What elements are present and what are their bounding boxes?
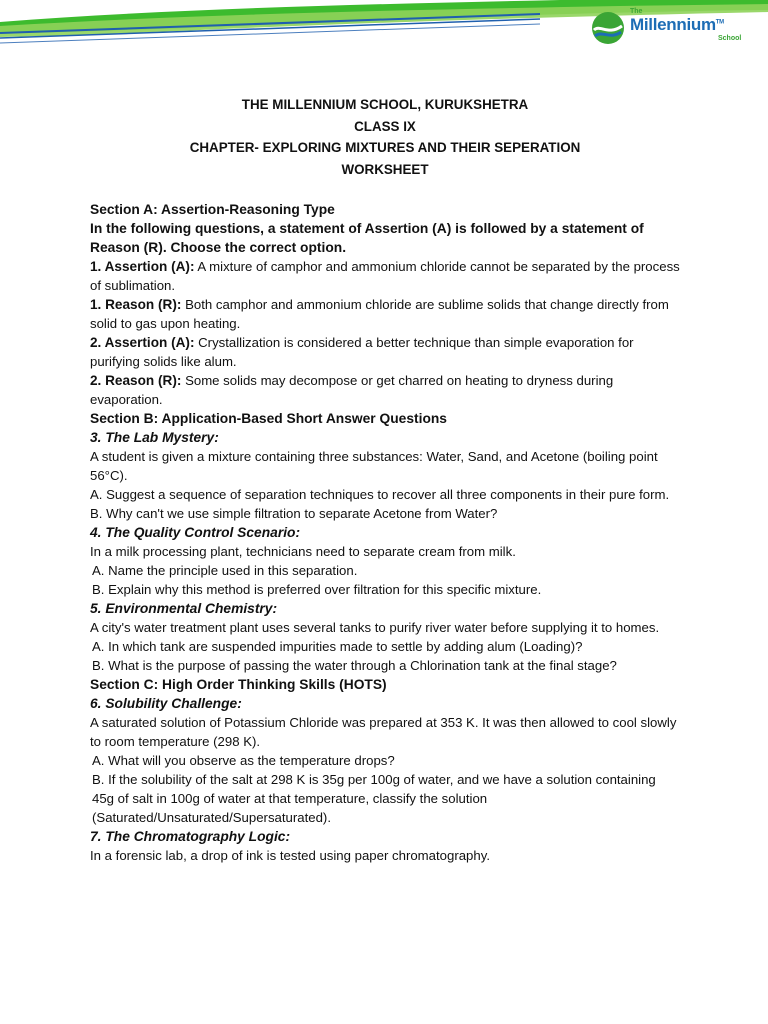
wave-emblem-icon bbox=[590, 10, 626, 46]
reason-2: 2. Reason (R): Some solids may decompose or get charred on heating to dryness during evaporation. bbox=[90, 373, 614, 407]
q3-stem: A student is given a mixture containing three substances: Water, Sand, and Acetone (boiling point 56°C). bbox=[90, 449, 658, 483]
logo-the-text: The bbox=[630, 8, 643, 15]
q5-part-a: A. In which tank are suspended impurities made to settle by adding alum (Loading)? bbox=[92, 639, 583, 654]
section-b-heading: Section B: Application-Based Short Answer Questions bbox=[90, 411, 447, 426]
q6-stem: A saturated solution of Potassium Chloride was prepared at 353 K. It was then allowed to cool slowly to room temperature (298 K). bbox=[90, 715, 677, 749]
q4-part-a: A. Name the principle used in this separation. bbox=[92, 563, 358, 578]
q6-part-b: B. If the solubility of the salt at 298 K is 35g per 100g of water, and we have a solution containing 45g of salt in 100g of water at that temperature, classify the solution (Saturated/Unsaturated/Supersaturated). bbox=[92, 772, 656, 825]
class-name: CLASS IX bbox=[354, 118, 416, 134]
section-c-heading: Section C: High Order Thinking Skills (HOTS) bbox=[90, 677, 387, 692]
chapter-title: CHAPTER- EXPLORING MIXTURES AND THEIR SEPERATION bbox=[189, 140, 581, 155]
q7-stem: In a forensic lab, a drop of ink is tested using paper chromatography. bbox=[90, 848, 491, 863]
q3-part-a: A. Suggest a sequence of separation techniques to recover all three components in their pure form. bbox=[90, 487, 670, 502]
q5-stem: A city's water treatment plant uses several tanks to purify river water before supplying it to homes. bbox=[90, 620, 660, 635]
assertion-1: 1. Assertion (A): A mixture of camphor and ammonium chloride cannot be separated by the process of sublimation. bbox=[90, 259, 680, 293]
worksheet-body bbox=[90, 94, 680, 865]
section-a-instruction: In the following questions, a statement of Assertion (A) is followed by a statement of Reason (R). Choose the correct option. bbox=[90, 221, 644, 255]
q6-part-a: A. What will you observe as the temperature drops? bbox=[92, 753, 395, 768]
school-name: THE MILLENNIUM SCHOOL, KURUKSHETRA bbox=[241, 97, 529, 112]
assertion-2: 2. Assertion (A): Crystallization is considered a better technique than simple evaporation for purifying solids like alum. bbox=[90, 335, 634, 369]
q7-title: 7. The Chromatography Logic: bbox=[90, 829, 291, 844]
q3-part-b: B. Why can't we use simple filtration to separate Acetone from Water? bbox=[90, 506, 498, 521]
q4-title: 4. The Quality Control Scenario: bbox=[90, 525, 301, 540]
q4-part-b: B. Explain why this method is preferred over filtration for this specific mixture. bbox=[92, 582, 542, 597]
q3-title: 3. The Lab Mystery: bbox=[90, 430, 219, 445]
school-logo bbox=[590, 8, 750, 48]
logo-name-text: Millennium™ bbox=[630, 15, 724, 34]
section-a-heading: Section A: Assertion-Reasoning Type bbox=[90, 202, 335, 217]
logo-school-text: School bbox=[718, 35, 742, 42]
q6-title: 6. Solubility Challenge: bbox=[90, 696, 242, 711]
worksheet-title-block bbox=[90, 94, 680, 180]
q4-stem: In a milk processing plant, technicians need to separate cream from milk. bbox=[90, 544, 516, 559]
worksheet-label: WORKSHEET bbox=[341, 161, 429, 177]
q5-part-b: B. What is the purpose of passing the water through a Chlorination tank at the final stage? bbox=[92, 658, 617, 673]
logo-tm: TM bbox=[715, 19, 724, 26]
reason-1: 1. Reason (R): Both camphor and ammonium chloride are sublime solids that change directly from solid to gas upon heating. bbox=[90, 297, 669, 331]
q5-title: 5. Environmental Chemistry: bbox=[90, 601, 278, 616]
